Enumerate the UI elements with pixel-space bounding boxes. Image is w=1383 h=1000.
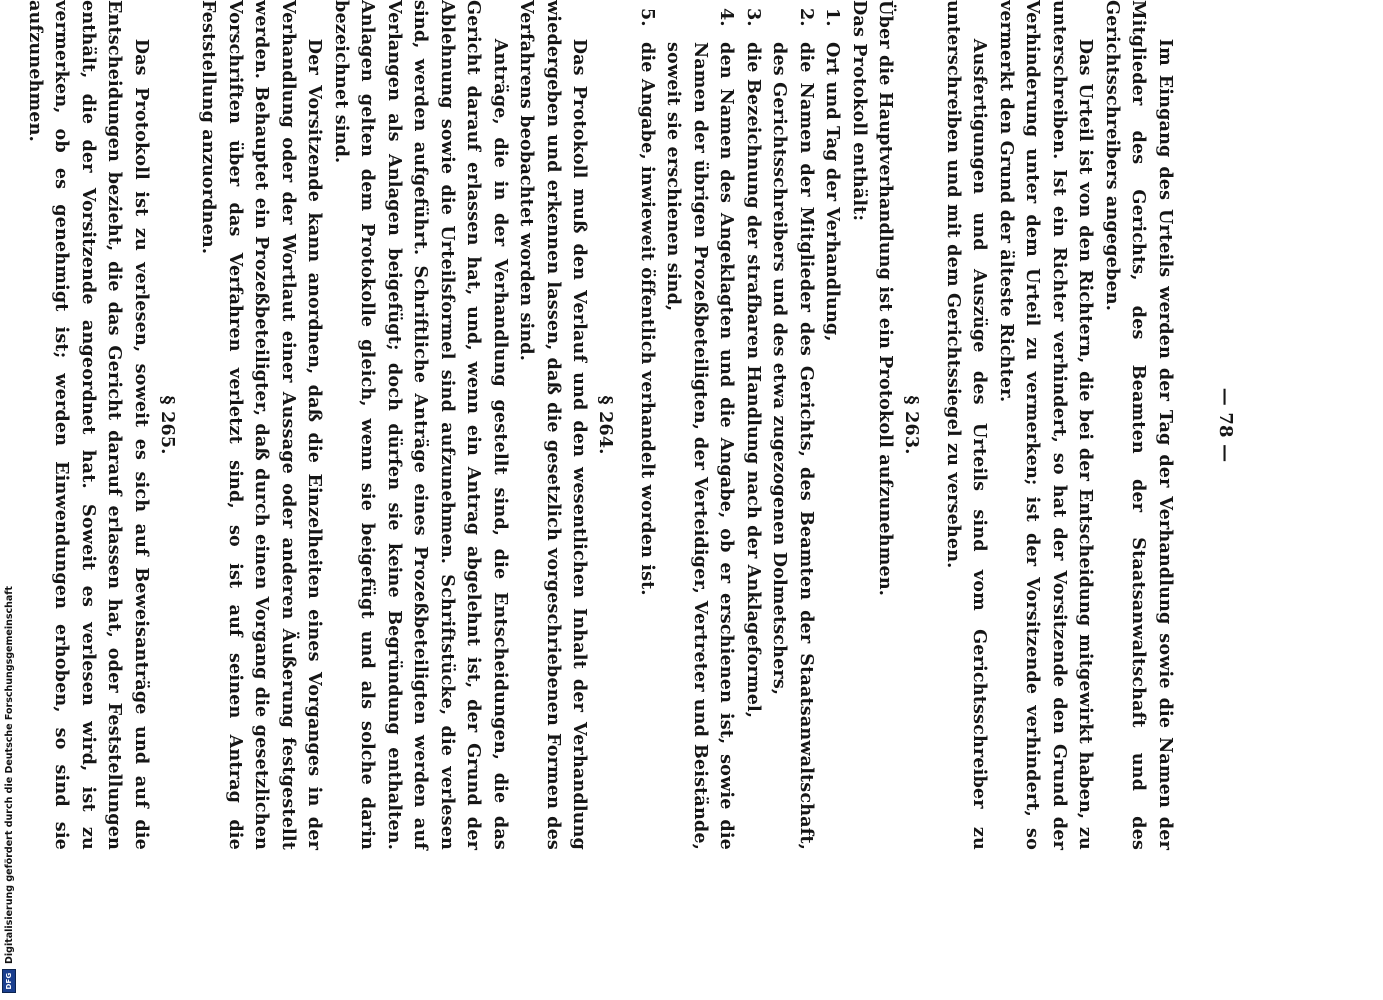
section-263-heading: § 263. [901, 395, 923, 455]
intro-paragraph-1: Im Eingang des Urteils werden der Tag der Verhandlung sowie die Namen der Mitglieder des Gerichts, des Beamten der Staatsanwaltschaft und des Gerichtsschreibers angegeben. [1102, 0, 1176, 850]
list-item-number: 4. [716, 8, 738, 27]
dfg-credit [2, 573, 16, 993]
section-263-list [634, 0, 846, 850]
section-264 [195, 0, 620, 850]
list-item [740, 0, 767, 850]
section-265-heading: § 265. [157, 395, 178, 455]
list-item-text: die Angabe, inwieweit öffentlich verhandelt worden ist. [637, 42, 658, 596]
section-265 [22, 0, 182, 850]
list-item-number: 5. [637, 8, 658, 27]
intro-paragraph-3: Ausfertigungen und Auszüge des Urteils sind vom Gerichtsschreiber zu unterschreiben und mit dem Gerichtssiegel zu versehen. [943, 0, 991, 850]
list-item-number: 2. [796, 8, 817, 27]
list-item-number: 1. [822, 8, 844, 27]
section-263-lead: Über die Hauptverhandlung ist ein Protokoll aufzunehmen. [875, 0, 897, 597]
list-item-number: 3. [743, 8, 764, 27]
section-264-paragraph-3: Der Vorsitzende kann anordnen, daß die Einzelheiten eines Vorganges in der Verhandlung oder der Wortlaut einer Aussage oder anderen Äußerung festgestellt werden. Behauptet ein Prozeßbeteiligter, daß durch einen Vorgang die gesetzlichen Vorschriften über das Verfahren verletzt sind, so ist auf seinen Antrag die Feststellung anzuordnen. [198, 0, 326, 850]
list-item [766, 0, 819, 850]
list-item [660, 0, 740, 850]
section-263-intro: Das Protokoll enthält: [849, 0, 870, 222]
section-264-paragraph-1: Das Protokoll muß den Verlauf und den wesentlichen Inhalt der Verhandlung wiedergeben und erkennen lassen, daß die gesetzlich vorgeschriebenen Formen des Verfahrens beobachtet worden sind. [516, 0, 591, 850]
section-265-paragraph-1: Das Protokoll ist zu verlesen, soweit es sich auf Beweisanträge und auf die Entscheidungen bezieht, die das Gericht darauf erlassen hat, oder Feststellungen enthält, die der Vorsitzende angeordnet hat. Soweit es verlesen wird, ist zu vermerken, ob es genehmigt ist; werden Einwendungen erhoben, so sind sie aufzunehmen. [25, 0, 152, 850]
section-263 [634, 0, 926, 850]
dfg-logo: DFG [2, 969, 16, 993]
list-item [819, 0, 846, 850]
list-item-text: den Namen des Angeklagten und die Angabe, ob er erschienen ist, sowie die Namen der übrigen Prozeßbeteiligten, der Verteidiger, Vertreter und Beistände, soweit sie erschienen sind, [663, 42, 738, 850]
list-item [634, 0, 661, 850]
list-item-text: die Namen der Mitglieder des Gerichts, des Beamten der Staatsanwaltschaft, des Gerichtsschreibers und des etwa zugezogenen Dolmetschers, [769, 42, 817, 850]
intro-paragraph-2: Das Urteil ist von den Richtern, die bei der Entscheidung mitgewirkt haben, zu unterschreiben. Ist ein Richter verhindert, so hat der Vorsitzende den Grund der Verhinderung unter dem Urteil zu vermerken; ist der Vorsitzende verhindert, so vermerkt den Grund der älteste Richter. [996, 0, 1097, 850]
dfg-credit-text: Digitalisierung gefördert durch die Deutsche Forschungsgemeinschaft [3, 586, 15, 964]
section-264-paragraph-2: Anträge, die in der Verhandlung gestellt sind, die Entscheidungen, die das Gericht darauf erlassen hat, und, wenn ein Antrag abgelehnt ist, der Grund der Ablehnung sowie die Urteilsformel sind aufzunehmen. Schriftstücke, die verlesen sind, werden aufgeführt. Schriftliche Anträge eines Prozeßbeteiligten werden auf Verlangen als Anlagen beigefügt; doch dürfen sie keine Begründung enthalten. Anlagen gelten dem Protokolle gleich, wenn sie beigefügt und als solche darin bezeichnet sind. [331, 0, 511, 850]
list-item-text: die Bezeichnung der strafbaren Handlung nach der Anklageformel, [743, 42, 764, 719]
section-264-heading: § 264. [595, 395, 617, 455]
rotated-document-page [25, 0, 1238, 850]
list-item-text: Ort und Tag der Verhandlung, [822, 42, 844, 342]
page-number: — 78 — [1215, 387, 1236, 463]
